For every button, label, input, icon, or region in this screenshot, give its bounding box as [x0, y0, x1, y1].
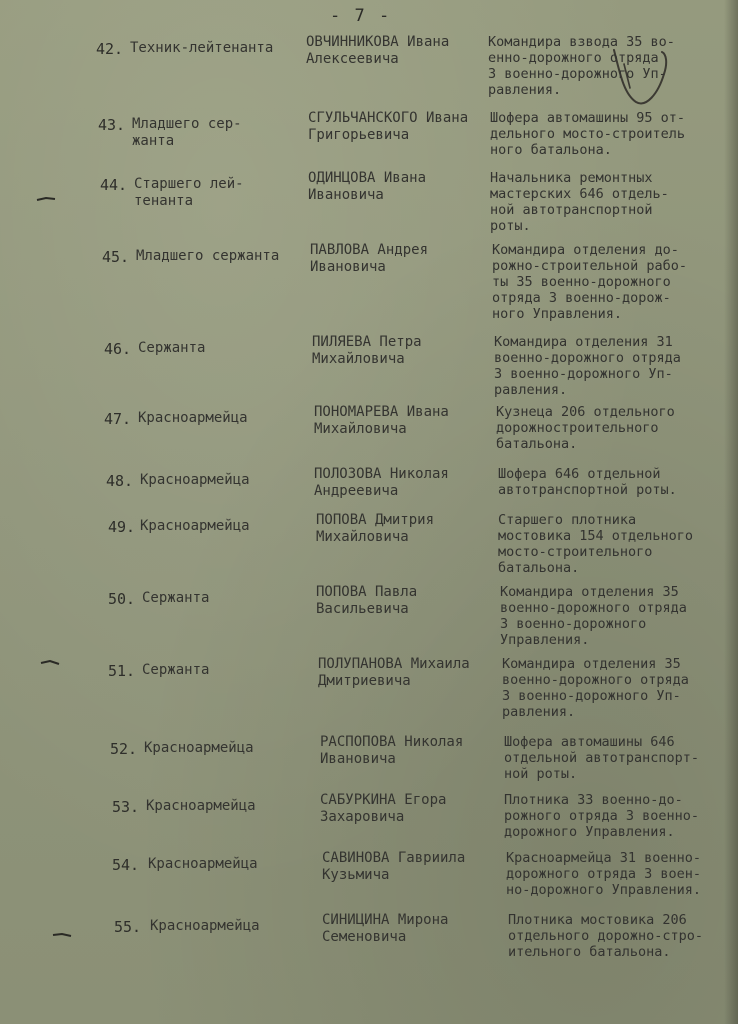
name-line: Захаровича — [320, 809, 405, 825]
position-line: дорожного отряда 3 воен- — [506, 866, 702, 882]
position-line: ительного батальона. — [508, 944, 671, 960]
name-line: ПОНОМАРЕВА Ивана — [314, 404, 449, 420]
rank-line: Красноармейца — [140, 518, 250, 534]
rank-line: Младшего сер- — [132, 116, 242, 132]
position-line: равления. — [494, 382, 568, 398]
entry-rank — [136, 248, 306, 265]
name-line: САВИНОВА Гавриила — [322, 850, 466, 866]
entry-rank — [148, 856, 318, 873]
position-line: военно-дорожного отряда — [502, 672, 689, 688]
entry-number: 49. — [108, 518, 136, 536]
rank-line: Техник-лейтенанта — [130, 40, 274, 56]
entry-name — [322, 850, 512, 884]
name-line: ПОЛОЗОВА Николая — [314, 466, 449, 482]
position-line: отряда 3 военно-дорож- — [492, 290, 671, 306]
name-line: Михайловича — [312, 351, 405, 367]
entry-position — [490, 170, 720, 234]
rank-line: Сержанта — [138, 340, 206, 356]
entry-number: 51. — [108, 662, 136, 680]
entry-name — [320, 792, 510, 826]
position-line: ного батальона. — [490, 142, 612, 158]
entry-number: 42. — [96, 40, 124, 58]
entry-position — [506, 850, 736, 898]
entry-rank — [144, 740, 314, 757]
entry-number: 53. — [112, 798, 140, 816]
position-line: Шофера автомашины 95 от- — [490, 110, 686, 126]
name-line: ОВЧИННИКОВА Ивана — [306, 34, 450, 50]
entry-number: 55. — [114, 918, 142, 936]
entry-name — [306, 34, 496, 68]
entry-name — [318, 656, 508, 690]
name-line: ПОЛУПАНОВА Михаила — [318, 656, 470, 672]
name-line: ОДИНЦОВА Ивана — [308, 170, 427, 186]
position-line: военно-дорожного отряда — [500, 600, 687, 616]
entry-position — [504, 792, 734, 840]
entry-position — [498, 466, 728, 498]
rank-line: Красноармейца — [150, 918, 260, 934]
name-line: РАСПОПОВА Николая — [320, 734, 464, 750]
staple-mark-icon — [40, 660, 60, 666]
rank-line: Красноармейца — [144, 740, 254, 756]
entry-number: 52. — [110, 740, 138, 758]
name-line: Михайловича — [316, 529, 409, 545]
entry-name — [314, 404, 504, 438]
position-line: роты. — [490, 218, 531, 234]
position-line: равления. — [488, 82, 562, 98]
position-line: ного Управления. — [492, 306, 623, 322]
entry-rank — [134, 176, 304, 210]
entry-name — [308, 110, 498, 144]
name-line: ПИЛЯЕВА Петра — [312, 334, 422, 350]
rank-line: Красноармейца — [140, 472, 250, 488]
entry-name — [320, 734, 510, 768]
position-line: отдельной автотранспорт- — [504, 750, 700, 766]
position-line: Красноармейца 31 военно- — [506, 850, 702, 866]
position-line: Командира отделения 35 — [500, 584, 679, 600]
position-line: дельного мосто-строитель — [490, 126, 686, 142]
entry-name — [322, 912, 512, 946]
entry-position — [496, 404, 726, 452]
rank-line: жанта — [132, 133, 175, 149]
rank-line: тенанта — [134, 193, 194, 209]
entry-rank — [130, 40, 300, 57]
name-line: Семеновича — [322, 929, 407, 945]
position-line: батальона. — [498, 560, 580, 576]
position-line: Плотника мостовика 206 — [508, 912, 687, 928]
position-line: мостовика 154 отдельного — [498, 528, 694, 544]
entry-number: 54. — [112, 856, 140, 874]
name-line: Васильевича — [316, 601, 409, 617]
position-line: 3 военно-дорожного — [500, 616, 647, 632]
staple-mark-icon — [36, 196, 56, 202]
position-line: дорожного Управления. — [504, 824, 675, 840]
entry-rank — [142, 590, 312, 607]
name-line: ПАВЛОВА Андрея — [310, 242, 429, 258]
staple-mark-icon — [52, 932, 72, 938]
entry-number: 46. — [104, 340, 132, 358]
name-line: Кузьмича — [322, 867, 390, 883]
position-line: военно-дорожного отряда — [494, 350, 681, 366]
position-line: мастерских 646 отдель- — [490, 186, 669, 202]
position-line: рожного отряда 3 военно- — [504, 808, 700, 824]
entry-position — [492, 242, 722, 322]
rank-line: Красноармейца — [146, 798, 256, 814]
entry-rank — [150, 918, 320, 935]
page-number: - 7 - — [330, 6, 392, 26]
position-line: рожно-строительной рабо- — [492, 258, 688, 274]
position-line: Командира отделения 35 — [502, 656, 681, 672]
entry-rank — [140, 472, 310, 489]
position-line: Начальника ремонтных — [490, 170, 653, 186]
entry-position — [502, 656, 732, 720]
entry-number: 47. — [104, 410, 132, 428]
entry-position — [504, 734, 734, 782]
position-line: отдельного дорожно-стро- — [508, 928, 704, 944]
entry-rank — [138, 410, 308, 427]
name-line: Григорьевича — [308, 127, 410, 143]
position-line: автотранспортной роты. — [498, 482, 677, 498]
entry-name — [310, 242, 500, 276]
entry-number: 43. — [98, 116, 126, 134]
position-line: мосто-строительного — [498, 544, 653, 560]
rank-line: Красноармейца — [148, 856, 258, 872]
name-line: Михайловича — [314, 421, 407, 437]
entry-rank — [142, 662, 312, 679]
name-line: Дмитриевича — [318, 673, 411, 689]
entry-name — [314, 466, 504, 500]
entry-name — [312, 334, 502, 368]
position-line: дорожностроительного — [496, 420, 659, 436]
entry-rank — [132, 116, 302, 150]
position-line: равления. — [502, 704, 576, 720]
position-line: ной роты. — [504, 766, 578, 782]
name-line: ПОПОВА Павла — [316, 584, 418, 600]
name-line: Андреевича — [314, 483, 399, 499]
entry-number: 50. — [108, 590, 136, 608]
position-line: Шофера 646 отдельной — [498, 466, 661, 482]
position-line: Управления. — [500, 632, 590, 648]
rank-line: Младшего сержанта — [136, 248, 280, 264]
entry-number: 48. — [106, 472, 134, 490]
position-line: ной автотранспортной — [490, 202, 653, 218]
name-line: Ивановича — [308, 187, 384, 203]
entry-name — [308, 170, 498, 204]
entry-rank — [140, 518, 310, 535]
name-line: Ивановича — [310, 259, 386, 275]
entry-position — [488, 34, 718, 98]
position-line: 3 военно-дорожного Уп- — [488, 66, 667, 82]
entry-rank — [138, 340, 308, 357]
entry-rank — [146, 798, 316, 815]
position-line: но-дорожного Управления. — [506, 882, 702, 898]
entry-position — [494, 334, 724, 398]
name-line: СИНИЦИНА Мирона — [322, 912, 449, 928]
position-line: батальона. — [496, 436, 578, 452]
entry-position — [490, 110, 720, 158]
entry-name — [316, 584, 506, 618]
name-line: ПОПОВА Дмитрия — [316, 512, 435, 528]
rank-line: Старшего лей- — [134, 176, 244, 192]
position-line: ты 35 военно-дорожного — [492, 274, 671, 290]
entry-position — [498, 512, 728, 576]
position-line: Командира отделения до- — [492, 242, 679, 258]
position-line: 3 военно-дорожного Уп- — [502, 688, 681, 704]
entry-name — [316, 512, 506, 546]
name-line: СГУЛЬЧАНСКОГО Ивана — [308, 110, 469, 126]
position-line: Шофера автомашины 646 — [504, 734, 675, 750]
entry-number: 44. — [100, 176, 128, 194]
position-line: 3 военно-дорожного Уп- — [494, 366, 673, 382]
name-line: САБУРКИНА Егора — [320, 792, 447, 808]
name-line: Ивановича — [320, 751, 396, 767]
rank-line: Сержанта — [142, 590, 210, 606]
position-line: Командира взвода 35 во- — [488, 34, 675, 50]
position-line: Старшего плотника — [498, 512, 637, 528]
entry-position — [500, 584, 730, 648]
position-line: Кузнеца 206 отдельного — [496, 404, 675, 420]
position-line: Плотника 33 военно-до- — [504, 792, 683, 808]
name-line: Алексеевича — [306, 51, 399, 67]
position-line: Командира отделения 31 — [494, 334, 673, 350]
rank-line: Красноармейца — [138, 410, 248, 426]
entry-position — [508, 912, 738, 960]
rank-line: Сержанта — [142, 662, 210, 678]
position-line: енно-дорожного отряда — [488, 50, 659, 66]
entry-number: 45. — [102, 248, 130, 266]
